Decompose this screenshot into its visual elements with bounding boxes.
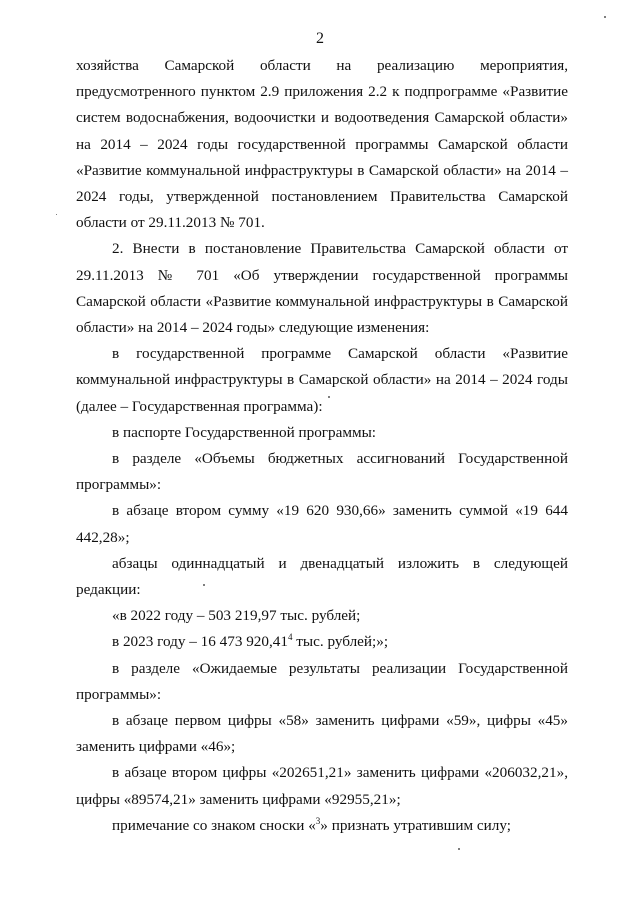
footnote-note-text-end: » признать утратившим силу; <box>320 816 511 834</box>
scan-speck <box>458 848 460 850</box>
footnote-note-text: примечание со знаком сноски « <box>112 816 316 834</box>
footnote-marker: 4 <box>287 632 293 643</box>
paragraph-state-program: в государственной программе Самарской области «Развитие коммунальной инфраструктуры в Самарской области» на 2014 – 2024 годы (далее – Государственная программа): <box>76 345 568 415</box>
scan-speck <box>56 214 57 215</box>
paragraph-section-expected-results: в разделе «Ожидаемые результаты реализации Государственной программы»: <box>76 659 568 703</box>
paragraph-footnote-note <box>76 813 568 839</box>
paragraph-year-2023 <box>76 629 568 655</box>
scan-speck <box>328 396 330 398</box>
page-number: 2 <box>316 30 324 47</box>
paragraph-year-2022: «в 2022 году – 503 219,97 тыс. рублей; <box>112 607 361 625</box>
paragraph-first-abzac-figures: в абзаце первом цифры «58» заменить цифрами «59», цифры «45» заменить цифрами «46»; <box>76 712 568 756</box>
year-2023-text: в 2023 году – 16 473 920,41 <box>112 633 288 651</box>
year-2023-unit: тыс. рублей;»; <box>292 633 389 651</box>
paragraph-second-abzac-figures: в абзаце втором цифры «202651,21» заменить цифрами «206032,21», цифры «89574,21» заменить цифрами «92955,21»; <box>76 764 568 808</box>
scan-speck <box>203 584 205 586</box>
paragraph-replace-sum: в абзаце втором сумму «19 620 930,66» заменить суммой «19 644 442,28»; <box>76 502 568 546</box>
footnote-marker: 3 <box>315 815 321 826</box>
paragraph-section-budget-allocations: в разделе «Объемы бюджетных ассигнований Государственной программы»: <box>76 450 568 494</box>
paragraph-program-passport: в паспорте Государственной программы: <box>112 423 377 441</box>
document-body <box>76 53 568 839</box>
paragraph-new-wording: абзацы одиннадцатый и двенадцатый изложить в следующей редакции: <box>76 554 568 599</box>
scan-speck <box>604 16 606 18</box>
paragraph-item-2-amend-resolution: 2. Внести в постановление Правительства Самарской области от 29.11.2013 № 701 «Об утверждении государственной программы Самарской области «Развитие коммунальной инфраструктуры в Самарской области» на 2014 – 2024 годы» следующие изменения: <box>76 240 568 337</box>
paragraph-continuation: хозяйства Самарской области на реализацию мероприятия, предусмотренного пунктом 2.9 приложения 2.2 к подпрограмме «Развитие систем водоснабжения, водоочистки и водоотведения Самарской области» на 2014 – 2024 годы государственной программы Самарской области «Развитие коммунальной инфраструктуры в Самарской области» на 2014 – 2024 годы, утвержденной постановлением Правительства Самарской области от 29.11.2013 № 701. <box>76 57 568 232</box>
